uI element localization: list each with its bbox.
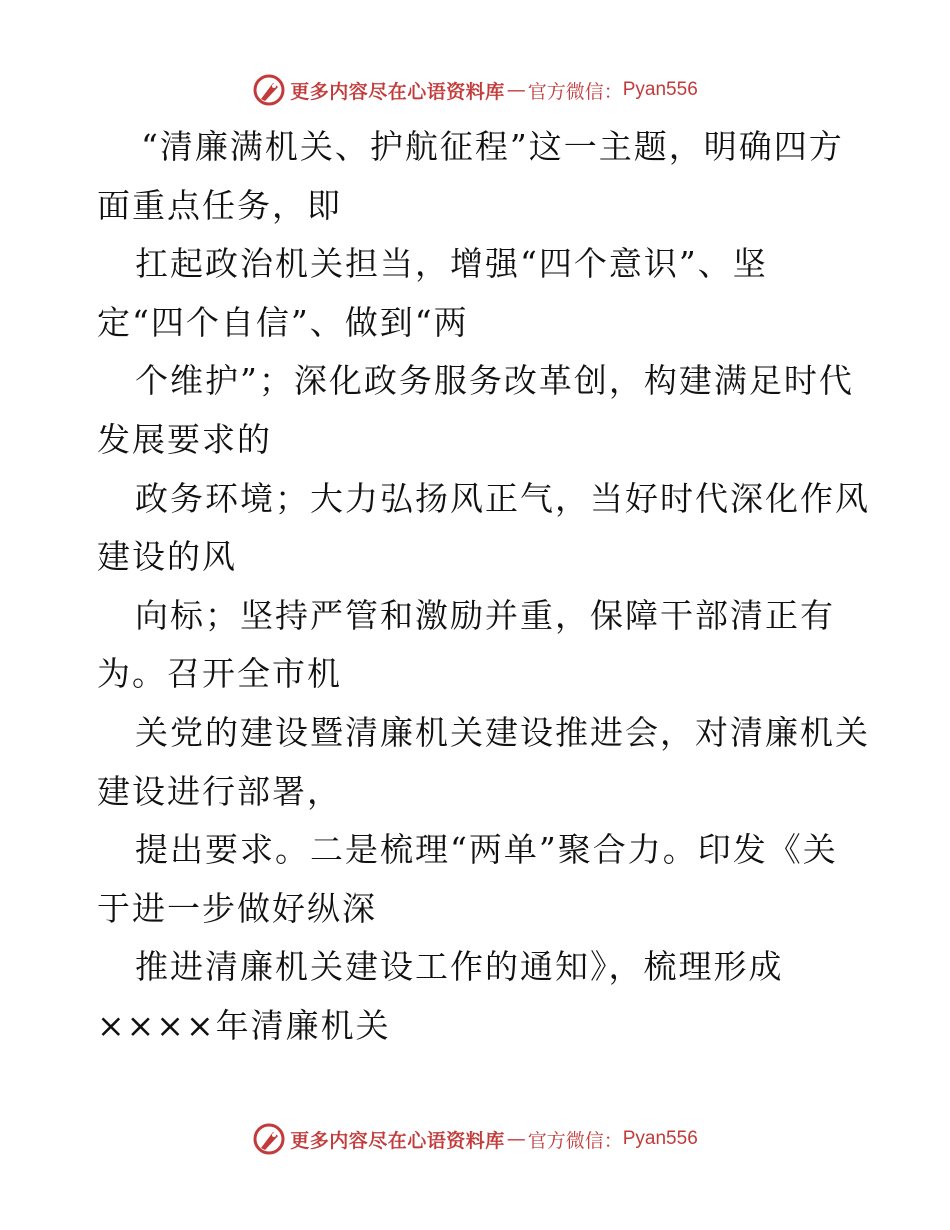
body-line: ××××年清廉机关: [97, 1005, 391, 1045]
header-site-name: 更多内容尽在心语资料库: [290, 80, 505, 103]
body-line: 向标；坚持严管和激励并重，保障干部清正有: [135, 595, 835, 635]
body-line: 发展要求的: [97, 419, 272, 459]
body-line: 扛起政治机关担当，增强“四个意识”、坚: [135, 244, 768, 284]
footer-banner: [0, 1119, 950, 1159]
footer-wechat-label: 官方微信：: [527, 1129, 623, 1152]
body-line: 为。召开全市机: [97, 654, 342, 694]
body-line: 建设进行部署，: [97, 771, 342, 811]
body-line: 个维护”；深化政务服务改革创，构建满足时代: [135, 361, 854, 401]
body-line: 建设的风: [97, 537, 237, 577]
body-line: 政务环境；大力弘扬风正气，当好时代深化作风: [135, 478, 870, 518]
header-dash: —: [506, 79, 526, 101]
body-line: 定“四个自信”、做到“两: [97, 302, 469, 342]
header-wechat-handle: Pyan556: [622, 79, 698, 100]
body-line: 于进一步做好纵深: [97, 888, 377, 928]
header-banner: [0, 70, 950, 110]
body-line: “清廉满机关、护航征程”这一主题，明确四方: [141, 127, 844, 166]
pen-nib-logo-icon: [252, 73, 286, 107]
footer-dash: —: [506, 1128, 526, 1150]
header-wechat-label: 官方微信：: [527, 80, 623, 103]
body-line: 关党的建设暨清廉机关建设推进会，对清廉机关: [135, 712, 870, 752]
body-line: 面重点任务，即: [97, 185, 342, 225]
footer-wechat-handle: Pyan556: [622, 1128, 698, 1149]
body-line: 提出要求。二是梳理“两单”聚合力。印发《关: [135, 830, 838, 870]
pen-nib-logo-icon: [252, 1122, 286, 1156]
footer-site-name: 更多内容尽在心语资料库: [290, 1129, 505, 1152]
document-body: [97, 118, 870, 1056]
body-line: 推进清廉机关建设工作的通知》，梳理形成: [135, 947, 784, 987]
